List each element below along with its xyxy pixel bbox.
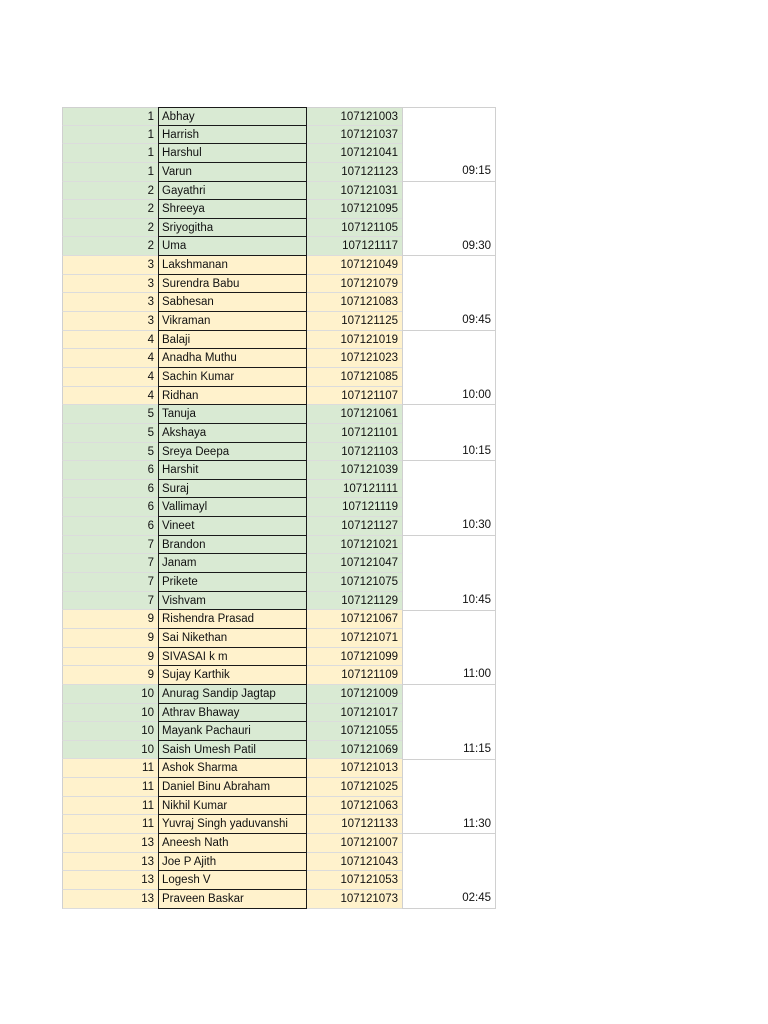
group-number-cell[interactable]: 5 [62,443,158,462]
group-number-cell[interactable]: 3 [62,275,158,294]
student-name-cell[interactable]: Balaji [158,331,307,350]
time-slot-cell[interactable] [402,834,496,909]
group-number-cell[interactable]: 13 [62,871,158,890]
student-name-cell[interactable]: Saish Umesh Patil [158,741,307,760]
time-slot-label: 09:45 [462,314,491,327]
group-number-cell[interactable]: 11 [62,778,158,797]
student-name-cell[interactable]: Vikraman [158,312,307,331]
group-number-cell[interactable]: 3 [62,312,158,331]
student-name-cell[interactable]: Suraj [158,480,307,499]
student-name-cell[interactable]: Athrav Bhaway [158,704,307,723]
roll-number-cell[interactable]: 107121071 [307,629,402,648]
group-number-cell[interactable]: 10 [62,741,158,760]
group-number-cell[interactable]: 1 [62,144,158,163]
group-number-cell[interactable]: 13 [62,853,158,872]
roll-number-cell[interactable]: 107121103 [307,443,402,462]
group-number-cell[interactable]: 13 [62,890,158,909]
roll-number-cell[interactable]: 107121039 [307,461,402,480]
time-slot-cell[interactable] [402,685,496,760]
group-number-cell[interactable]: 1 [62,126,158,145]
group-number-cell[interactable]: 4 [62,331,158,350]
roll-number-cell[interactable]: 107121061 [307,405,402,424]
student-name-cell[interactable]: Logesh V [158,871,307,890]
group-number-cell[interactable]: 2 [62,237,158,256]
time-slot-label: 02:45 [462,892,491,905]
student-name-cell[interactable]: Joe P Ajith [158,853,307,872]
student-name-cell[interactable]: Lakshmanan [158,256,307,275]
roll-number-cell[interactable]: 107121111 [307,480,402,499]
roll-number-cell[interactable]: 107121083 [307,293,402,312]
group-number-cell[interactable]: 5 [62,405,158,424]
student-name-cell[interactable]: Praveen Baskar [158,890,307,909]
student-name-cell[interactable]: Sabhesan [158,293,307,312]
student-name-cell[interactable]: Sujay Karthik [158,666,307,685]
roll-number-cell[interactable]: 107121055 [307,722,402,741]
group-number-cell[interactable]: 6 [62,517,158,536]
group-number-cell[interactable]: 7 [62,573,158,592]
student-name-cell[interactable]: Harshit [158,461,307,480]
student-name-cell[interactable]: Surendra Babu [158,275,307,294]
student-name-cell[interactable]: Sreya Deepa [158,443,307,462]
student-name-cell[interactable]: Mayank Pachauri [158,722,307,741]
student-name-cell[interactable]: Rishendra Prasad [158,610,307,629]
group-number-cell[interactable]: 7 [62,554,158,573]
roll-number-cell[interactable]: 107121101 [307,424,402,443]
student-name-cell[interactable]: Vallimayl [158,498,307,517]
student-name-cell[interactable]: Aneesh Nath [158,834,307,853]
time-slot-cell[interactable] [402,331,496,406]
roll-number-cell[interactable]: 107121007 [307,834,402,853]
student-name-cell[interactable]: Sai Nikethan [158,629,307,648]
group-number-cell[interactable]: 11 [62,797,158,816]
spreadsheet-grid [62,107,496,909]
student-name-cell[interactable]: Anadha Muthu [158,349,307,368]
group-number-cell[interactable]: 6 [62,498,158,517]
student-name-cell[interactable]: Janam [158,554,307,573]
student-name-cell[interactable]: Ridhan [158,387,307,406]
time-slot-label: 09:30 [462,239,491,252]
roll-number-cell[interactable]: 107121123 [307,163,402,182]
roll-number-cell[interactable]: 107121079 [307,275,402,294]
roll-number-cell[interactable]: 107121037 [307,126,402,145]
student-name-cell[interactable]: Varun [158,163,307,182]
student-name-cell[interactable]: Abhay [158,107,307,126]
group-number-cell[interactable]: 10 [62,704,158,723]
student-name-cell[interactable]: Anurag Sandip Jagtap [158,685,307,704]
group-number-cell[interactable]: 4 [62,387,158,406]
roll-number-cell[interactable]: 107121119 [307,498,402,517]
time-slot-cell[interactable] [402,182,496,257]
roll-number-cell[interactable]: 107121107 [307,387,402,406]
time-slot-label: 10:30 [462,519,491,532]
roll-number-cell[interactable]: 107121053 [307,871,402,890]
student-name-cell[interactable]: Harshul [158,144,307,163]
group-number-cell[interactable]: 10 [62,685,158,704]
group-number-cell[interactable]: 10 [62,722,158,741]
roll-number-cell[interactable]: 107121013 [307,759,402,778]
time-slot-label: 11:30 [463,817,491,830]
roll-number-cell[interactable]: 107121109 [307,666,402,685]
group-number-cell[interactable]: 3 [62,293,158,312]
group-number-cell[interactable]: 5 [62,424,158,443]
roll-number-cell[interactable]: 107121085 [307,368,402,387]
roll-number-cell[interactable]: 107121017 [307,704,402,723]
roll-number-cell[interactable]: 107121009 [307,685,402,704]
roll-number-cell[interactable]: 107121129 [307,592,402,611]
roll-number-cell[interactable]: 107121133 [307,815,402,834]
group-number-cell[interactable]: 9 [62,610,158,629]
time-slot-cell[interactable] [402,760,496,835]
roll-number-cell[interactable]: 107121003 [307,107,402,126]
student-name-cell[interactable]: Brandon [158,536,307,555]
student-name-cell[interactable]: Daniel Binu Abraham [158,778,307,797]
student-name-cell[interactable]: Vineet [158,517,307,536]
roll-number-cell[interactable]: 107121073 [307,890,402,909]
roll-number-cell[interactable]: 107121075 [307,573,402,592]
group-number-cell[interactable]: 2 [62,200,158,219]
group-number-cell[interactable]: 11 [62,759,158,778]
time-slot-label: 09:15 [462,164,491,177]
roll-number-cell[interactable]: 107121063 [307,797,402,816]
roll-number-cell[interactable]: 107121117 [307,237,402,256]
time-slot-label: 10:00 [462,388,491,401]
roll-number-cell[interactable]: 107121031 [307,182,402,201]
group-number-cell[interactable]: 1 [62,163,158,182]
group-number-cell[interactable]: 4 [62,349,158,368]
group-number-cell[interactable]: 6 [62,461,158,480]
time-slot-label: 10:45 [462,593,491,606]
roll-number-cell[interactable]: 107121105 [307,219,402,238]
student-name-cell[interactable]: Yuvraj Singh yaduvanshi [158,815,307,834]
group-number-cell[interactable]: 13 [62,834,158,853]
group-number-cell[interactable]: 9 [62,648,158,667]
roll-number-cell[interactable]: 107121099 [307,648,402,667]
student-name-cell[interactable]: Prikete [158,573,307,592]
student-name-cell[interactable]: Shreeya [158,200,307,219]
group-number-cell[interactable]: 6 [62,480,158,499]
roll-number-cell[interactable]: 107121041 [307,144,402,163]
student-name-cell[interactable]: Nikhil Kumar [158,797,307,816]
student-name-cell[interactable]: Sriyogitha [158,219,307,238]
roll-number-cell[interactable]: 107121047 [307,554,402,573]
roll-number-cell[interactable]: 107121023 [307,349,402,368]
student-name-cell[interactable]: Vishvam [158,592,307,611]
roll-number-cell[interactable]: 107121049 [307,256,402,275]
group-number-cell[interactable]: 2 [62,182,158,201]
time-slot-label: 11:00 [463,668,491,681]
student-name-cell[interactable]: Gayathri [158,182,307,201]
roll-number-cell[interactable]: 107121125 [307,312,402,331]
time-slot-cell[interactable] [402,461,496,536]
student-name-cell[interactable]: Tanuja [158,405,307,424]
roll-number-cell[interactable]: 107121095 [307,200,402,219]
roll-number-cell[interactable]: 107121067 [307,610,402,629]
group-number-cell[interactable]: 7 [62,592,158,611]
group-number-cell[interactable]: 7 [62,536,158,555]
time-slot-cell[interactable] [402,536,496,611]
time-slot-cell[interactable] [402,107,496,182]
student-name-cell[interactable]: Ashok Sharma [158,759,307,778]
group-number-cell[interactable]: 2 [62,219,158,238]
roll-number-cell[interactable]: 107121019 [307,331,402,350]
roll-number-cell[interactable]: 107121069 [307,741,402,760]
group-number-cell[interactable]: 1 [62,107,158,126]
group-number-cell[interactable]: 3 [62,256,158,275]
time-slot-label: 11:15 [463,743,491,756]
group-number-cell[interactable]: 9 [62,666,158,685]
time-slot-cell[interactable] [402,611,496,686]
student-name-cell[interactable]: SIVASAI k m [158,648,307,667]
group-number-cell[interactable]: 11 [62,815,158,834]
student-name-cell[interactable]: Uma [158,237,307,256]
roll-number-cell[interactable]: 107121127 [307,517,402,536]
group-number-cell[interactable]: 4 [62,368,158,387]
time-slot-cell[interactable] [402,405,496,461]
student-name-cell[interactable]: Sachin Kumar [158,368,307,387]
student-name-cell[interactable]: Harrish [158,126,307,145]
roll-number-cell[interactable]: 107121025 [307,778,402,797]
roll-number-cell[interactable]: 107121043 [307,853,402,872]
time-slot-label: 10:15 [462,444,491,457]
group-number-cell[interactable]: 9 [62,629,158,648]
student-name-cell[interactable]: Akshaya [158,424,307,443]
time-slot-cell[interactable] [402,256,496,331]
roll-number-cell[interactable]: 107121021 [307,536,402,555]
